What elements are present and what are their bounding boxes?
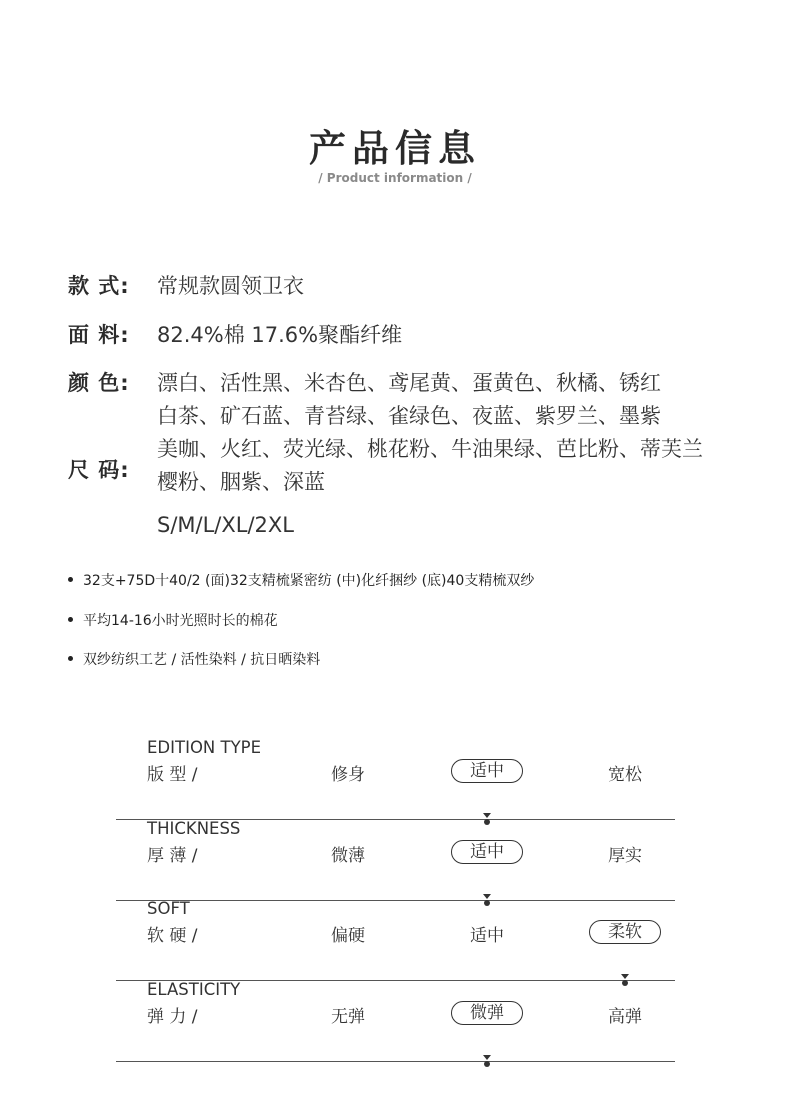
attr-row-soft <box>116 899 675 981</box>
size-label: 尺 码: <box>68 458 130 482</box>
level-marker-icon <box>482 1055 492 1069</box>
attr-en-label: THICKNESS <box>147 819 241 838</box>
attr-cn-label: 版 型 / <box>147 765 198 785</box>
attr-option: 无弹 <box>331 1007 365 1027</box>
size-value: S/M/L/XL/2XL <box>157 513 294 537</box>
attr-option: 高弹 <box>608 1007 642 1027</box>
bullet-icon <box>68 656 73 661</box>
attr-option-selected: 柔软 <box>589 920 661 944</box>
color-line-3: 美咖、火红、荧光绿、桃花粉、牛油果绿、芭比粉、蒂芙兰 <box>157 437 703 461</box>
color-line-4: 樱粉、胭紫、深蓝 <box>157 470 325 494</box>
attr-option: 修身 <box>331 765 365 785</box>
attr-option: 宽松 <box>608 765 642 785</box>
attr-row-elasticity <box>116 980 675 1062</box>
list-item: 平均14-16小时光照时长的棉花 <box>68 610 278 630</box>
attr-en-label: EDITION TYPE <box>147 738 262 757</box>
style-value: 常规款圆领卫衣 <box>157 274 304 298</box>
bullet-icon <box>68 577 73 582</box>
color-line-1: 漂白、活性黑、米杏色、鸢尾黄、蛋黄色、秋橘、锈红 <box>157 371 661 395</box>
attr-row-thickness <box>116 819 675 901</box>
attr-option: 厚实 <box>608 846 642 866</box>
attr-option-selected: 适中 <box>451 759 523 783</box>
color-line-2: 白茶、矿石蓝、青苔绿、雀绿色、夜蓝、紫罗兰、墨紫 <box>157 404 661 428</box>
attr-option: 适中 <box>470 926 504 946</box>
page-subtitle: / Product information / <box>318 171 472 185</box>
attr-option-selected: 微弹 <box>451 1001 523 1025</box>
attr-cn-label: 弹 力 / <box>147 1007 198 1027</box>
attr-en-label: ELASTICITY <box>147 980 241 999</box>
list-item: 双纱纺织工艺 / 活性染料 / 抗日晒染料 <box>68 649 320 669</box>
page-title: 产品信息 <box>309 127 481 170</box>
attr-cn-label: 软 硬 / <box>147 926 198 946</box>
list-item: 32支+75D十40/2 (面)32支精梳紧密纺 (中)化纤捆纱 (底)40支精梳双纱 <box>68 570 534 590</box>
attr-row-edition <box>116 738 675 820</box>
attr-option-selected: 适中 <box>451 840 523 864</box>
fabric-label: 面 料: <box>68 323 130 347</box>
style-label: 款 式: <box>68 274 130 298</box>
color-label: 颜 色: <box>68 371 130 395</box>
attr-cn-label: 厚 薄 / <box>147 846 198 866</box>
attr-option: 微薄 <box>331 846 365 866</box>
fabric-value: 82.4%棉 17.6%聚酯纤维 <box>157 323 403 347</box>
bullet-icon <box>68 617 73 622</box>
attr-option: 偏硬 <box>331 926 365 946</box>
attr-en-label: SOFT <box>147 899 190 918</box>
